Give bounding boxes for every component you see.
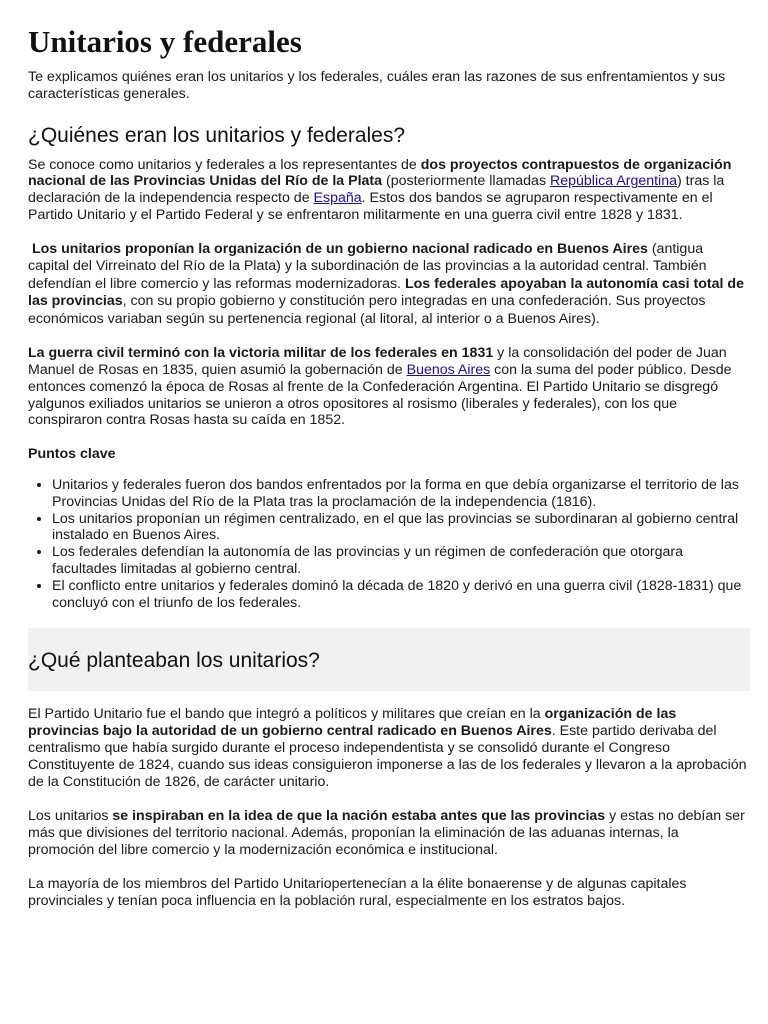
- text-span: . Estos dos bandos se agruparon respectivamente en el Partido Unitario y el Partido Federal y se enfrentaron militarmente en una guerra civil entre 1828 y 1831.: [28, 190, 713, 223]
- paragraph-propuestas: [28, 241, 748, 329]
- text-span: . Este partido derivaba del centralismo que había surgido durante el proceso independentista y se consolidó durante el Congreso Constituyente de 1824, cuando sus ideas consiguieron imponerse a las de los federales y llevaron a la aprobación de la Constitución de 1826, de carácter unitario.: [28, 723, 747, 790]
- section-heading-unitarios: ¿Qué planteaban los unitarios?: [28, 649, 320, 673]
- link-republica-argentina[interactable]: República Argentina: [550, 173, 677, 190]
- paragraph-definicion: [28, 157, 748, 224]
- text-span: (posteriormente llamadas: [382, 173, 550, 190]
- text-span: (antigua capital del Virreinato del Río de la Plata) y la subordinación de las provincias a la autoridad central. También defendían el libre comercio y las reformas modernizadoras.: [28, 240, 707, 292]
- puntos-clave-list: [28, 477, 748, 611]
- text-span: ) tras la declaración de la independencia respecto de: [28, 173, 725, 207]
- puntos-clave-title: Puntos clave: [28, 446, 116, 463]
- intro-paragraph: Te explicamos quiénes eran los unitarios y los federales, cuáles eran las razones de sus enfrentamientos y sus características generales.: [28, 69, 726, 102]
- text-span: El Partido Unitario fue el bando que integró a políticos y militares que creían en la: [28, 706, 545, 723]
- list-item: • El conflicto entre unitarios y federales dominó la década de 1820 y derivó en una guerra civil (1828-1831) que concluyó con el triunfo de los federales.: [52, 578, 748, 612]
- text-span: Se conoce como unitarios y federales a los representantes de: [28, 156, 421, 173]
- list-item: • Los federales defendían la autonomía de las provincias y un régimen de confederación que otorgara facultades limitadas al gobierno central.: [52, 544, 748, 578]
- paragraph-partido-unitario: [28, 706, 748, 790]
- list-item: • Los unitarios proponían un régimen centralizado, en el que las provincias se subordinaran al gobierno central instalado en Buenos Aires.: [52, 511, 748, 545]
- link-buenos-aires[interactable]: Buenos Aires: [406, 362, 491, 379]
- bold-span: dos proyectos contrapuestos de organización nacional de las Provincias Unidas del Río de la Plata: [28, 156, 732, 190]
- bold-span: Los federales apoyaban la autonomía casi total de las provincias: [28, 275, 744, 310]
- list-item: • Unitarios y federales fueron dos bandos enfrentados por la forma en que debía organizarse el territorio de las Provincias Unidas del Río de la Plata tras la proclamación de la independencia (1816).: [52, 477, 748, 511]
- bold-span: organización de las provincias bajo la autoridad de un gobierno central radicado en Buenos Aires: [28, 706, 677, 740]
- text-span: con la suma del poder público. Desde entonces comenzó la época de Rosas al frente de la Confederación Argentina. El Partido Unitario se disgregó yalgunos exiliados unitarios se unieron a otros opositores al rosismo (liberales y federales), con los que conspiraron contra Rosas hasta su caída en 1852.: [28, 362, 732, 429]
- text-span: Los unitarios: [28, 808, 113, 825]
- link-espana[interactable]: España: [313, 190, 362, 207]
- page-title: Unitarios y federales: [28, 24, 302, 59]
- section-heading-band: [28, 628, 750, 691]
- text-span: , con su propio gobierno y constitución pero integradas en una confederación. Sus proyectos económicos variaban según su pertenencia regional (al litoral, al interior o a Buenos Aires).: [28, 293, 706, 327]
- paragraph-miembros: La mayoría de los miembros del Partido Unitariopertenecían a la élite bonaerense y de algunas capitales provinciales y tenían poca influencia en la población rural, especialmente en los estratos bajos.: [28, 875, 687, 909]
- paragraph-guerra-civil: [28, 345, 748, 429]
- bold-span: se inspiraban en la idea de que la nación estaba antes que las provincias: [112, 808, 606, 825]
- section-heading-quienes: ¿Quiénes eran los unitarios y federales?: [28, 123, 406, 147]
- bold-span: La guerra civil terminó con la victoria militar de los federales en 1831: [28, 345, 494, 362]
- text-span: y la consolidación del poder de Juan Manuel de Rosas en 1835, quien asumió la gobernación de: [28, 345, 727, 379]
- bold-span: Los unitarios proponían la organización de un gobierno nacional radicado en Buenos Aires: [31, 240, 648, 257]
- text-span: y estas no debían ser más que divisiones del territorio nacional. Además, proponían la eliminación de las aduanas internas, la promoción del libre comercio y la modernización económica e institucional.: [28, 808, 745, 859]
- paragraph-inspiracion: [28, 808, 748, 858]
